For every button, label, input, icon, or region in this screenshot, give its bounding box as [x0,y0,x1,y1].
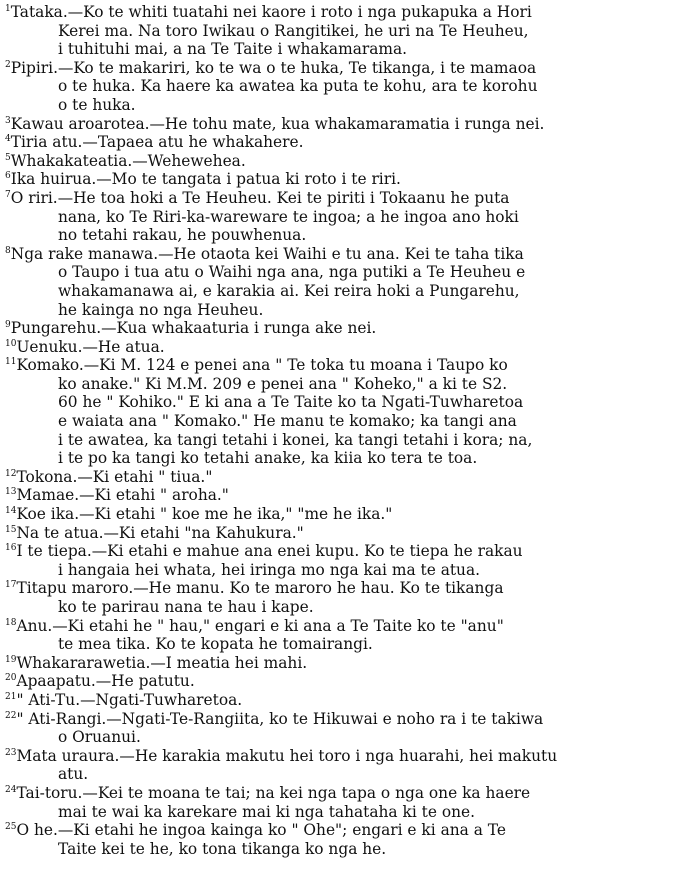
footnote-24 [5,784,696,821]
footnote-number: 16 [5,543,17,554]
footnote-text: Tokona.—Ki etahi " tiua." [16,467,213,486]
footnote-11 [5,356,696,468]
footnote-first-line [5,784,696,803]
footnote-first-line [5,170,696,189]
footnote-text: Pungarehu.—Kua whakaaturia i runga ake nei. [10,319,377,338]
footnote-22 [5,710,696,747]
footnote-8 [5,245,696,319]
footnote-first-line [5,524,696,543]
footnote-first-line [5,654,696,673]
footnote-first-line [5,189,696,208]
footnote-5 [5,152,696,171]
footnote-18 [5,617,696,654]
footnote-number: 5 [5,152,11,163]
footnote-text: Tiria atu.—Tapaea atu he whakahere. [10,133,304,152]
footnote-continuation-line: o Oruanui. [58,728,141,747]
footnote-first-line [5,468,696,487]
footnote-1 [5,3,696,59]
footnote-first-line [5,319,696,338]
footnote-first-line [5,710,696,729]
footnote-continuation-line: i hangaia hei whata, hei iringa mo nga kai ma te atua. [58,560,481,579]
footnote-text: Na te atua.—Ki etahi "na Kahukura." [16,523,304,542]
footnote-number: 17 [5,580,17,591]
footnote-continuation-line: o Taupo i tua atu o Waihi nga ana, nga putiki a Te Heuheu e [58,263,526,282]
footnote-first-line [5,617,696,636]
footnote-first-line [5,133,696,152]
footnote-number: 18 [5,617,17,628]
footnote-number: 3 [5,115,11,126]
footnote-number: 2 [5,59,11,70]
footnote-text: " Ati-Tu.—Ngati-Tuwharetoa. [16,690,243,709]
footnote-number: 4 [5,134,11,145]
footnote-text: Whakararawetia.—I meatia hei mahi. [16,653,308,672]
footnote-13 [5,486,696,505]
footnote-continuation-line: whakamanawa ai, e karakia ai. Kei reira hoki a Pungarehu, [58,281,520,300]
footnote-continuation-line: ko te parirau nana te hau i kape. [58,598,314,616]
footnote-continuation-line: o te huka. Ka haere ka awatea ka puta te kohu, ara te korohu [58,77,538,96]
footnote-text: Mamae.—Ki etahi " aroha." [16,486,229,505]
footnote-number: 6 [5,171,11,182]
footnote-continuation-line: ko anake." Ki M.M. 209 e penei ana " Koheko," a ki te S2. [58,374,508,393]
footnote-text: Kawau aroarotea.—He tohu mate, kua whakamaramatia i runga nei. [10,114,545,133]
footnote-number: 21 [5,691,17,702]
footnote-number: 1 [5,3,11,14]
footnote-15 [5,524,696,543]
footnote-text: Tai-toru.—Kei te moana te tai; na kei nga tapa o nga one ka haere [16,783,531,802]
footnote-continuation-line: o te huka. [58,95,136,114]
footnote-20 [5,672,696,691]
footnote-continuation-line: 60 he " Kohiko." E ki ana a Te Taite ko ta Ngati-Tuwharetoa [58,393,524,412]
footnote-number: 8 [5,245,11,256]
footnote-continuation-line: atu. [58,765,89,784]
footnote-continuation-line: nana, ko Te Riri-ka-wareware te ingoa; a he ingoa ano hoki [58,207,519,226]
footnote-number: 20 [5,673,17,684]
footnote-text: Uenuku.—He atua. [16,337,165,356]
footnote-7 [5,189,696,245]
footnote-first-line [5,542,696,561]
footnote-first-line [5,579,696,598]
footnote-17 [5,579,696,616]
footnote-continuation-line: te mea tika. Ko te kopata he tomairangi. [58,635,373,654]
footnote-first-line [5,115,696,134]
footnote-12 [5,468,696,487]
footnote-text: Ika huirua.—Mo te tangata i patua ki roto i te riri. [10,170,401,189]
footnote-first-line [5,152,696,171]
footnote-number: 22 [5,710,17,721]
footnote-continuation-line: mai te wai ka karekare mai ki nga tahataha ki te one. [58,802,476,821]
footnote-number: 23 [5,747,17,758]
footnote-25 [5,821,696,858]
footnote-first-line [5,59,696,78]
footnote-text: Anu.—Ki etahi he " hau," engari e ki ana a Te Taite ko te "anu" [16,616,504,635]
footnote-text: Mata uraura.—He karakia makutu hei toro i nga huarahi, hei makutu [16,746,558,765]
footnote-4 [5,133,696,152]
footnote-number: 10 [5,338,17,349]
footnote-number: 7 [5,189,11,200]
footnote-2 [5,59,696,115]
footnote-6 [5,170,696,189]
footnote-number: 11 [5,357,17,368]
footnote-text: Koe ika.—Ki etahi " koe me he ika," "me he ika." [16,505,393,524]
footnote-text: Titapu maroro.—He manu. Ko te maroro he hau. Ko te tikanga [16,579,504,598]
footnote-text: Tataka.—Ko te whiti tuatahi nei kaore i roto i nga pukapuka a Hori [10,3,532,21]
footnote-first-line [5,3,696,22]
footnote-continuation-line: i tuhituhi mai, a na Te Taite i whakamarama. [58,40,408,59]
footnote-first-line [5,338,696,357]
footnote-continuation-line: i te awatea, ka tangi tetahi i konei, ka tangi tetahi i kora; na, [58,430,533,449]
footnote-first-line [5,245,696,264]
footnote-3 [5,115,696,134]
footnote-continuation-line: e waiata ana " Komako." He manu te komako; ka tangi ana [58,412,517,431]
footnote-9 [5,319,696,338]
footnote-first-line [5,505,696,524]
footnote-text: Whakakateatia.—Wehewehea. [10,151,246,170]
footnote-number: 25 [5,822,17,832]
footnote-first-line [5,672,696,691]
footnote-continuation-line: i te po ka tangi ko tetahi anake, ka kiia ko tera te toa. [58,449,478,468]
footnote-text: " Ati-Rangi.—Ngati-Te-Rangiita, ko te Hikuwai e noho ra i te takiwa [16,709,544,728]
footnote-text: Komako.—Ki M. 124 e penei ana " Te toka tu moana i Taupo ko [16,356,508,375]
footnote-text: Nga rake manawa.—He otaota kei Waihi e tu ana. Kei te taha tika [10,244,524,263]
footnote-text: O riri.—He toa hoki a Te Heuheu. Kei te piriti i Tokaanu he puta [10,188,510,207]
footnote-21 [5,691,696,710]
footnote-23 [5,747,696,784]
footnote-text: I te tiepa.—Ki etahi e mahue ana enei kupu. Ko te tiepa he rakau [16,542,523,561]
footnote-16 [5,542,696,579]
footnote-first-line [5,486,696,505]
footnote-first-line [5,747,696,766]
footnote-number: 14 [5,505,17,516]
footnote-continuation-line: he kainga no nga Heuheu. [58,300,264,319]
footnote-continuation-line: Kerei ma. Na toro Iwikau o Rangitikei, he uri na Te Heuheu, [58,21,529,40]
footnote-continuation-line: no tetahi rakau, he pouwhenua. [58,226,307,245]
footnote-text: O he.—Ki etahi he ingoa kainga ko " Ohe"; engari e ki ana a Te [16,821,506,840]
footnote-number: 24 [5,784,17,795]
footnote-number: 13 [5,487,17,498]
footnote-number: 12 [5,468,17,479]
footnote-continuation-line: Taite kei te he, ko tona tikanga ko nga he. [58,839,387,858]
footnote-number: 15 [5,524,17,535]
footnote-19 [5,654,696,673]
footnote-text: Apaapatu.—He patutu. [16,672,195,691]
footnote-text: Pipiri.—Ko te makariri, ko te wa o te huka, Te tikanga, i te mamaoa [10,58,537,77]
footnote-number: 19 [5,654,17,665]
footnote-14 [5,505,696,524]
footnote-number: 9 [5,319,11,330]
footnote-10 [5,338,696,357]
footnote-first-line [5,821,696,840]
footnote-first-line [5,356,696,375]
footnote-first-line [5,691,696,710]
